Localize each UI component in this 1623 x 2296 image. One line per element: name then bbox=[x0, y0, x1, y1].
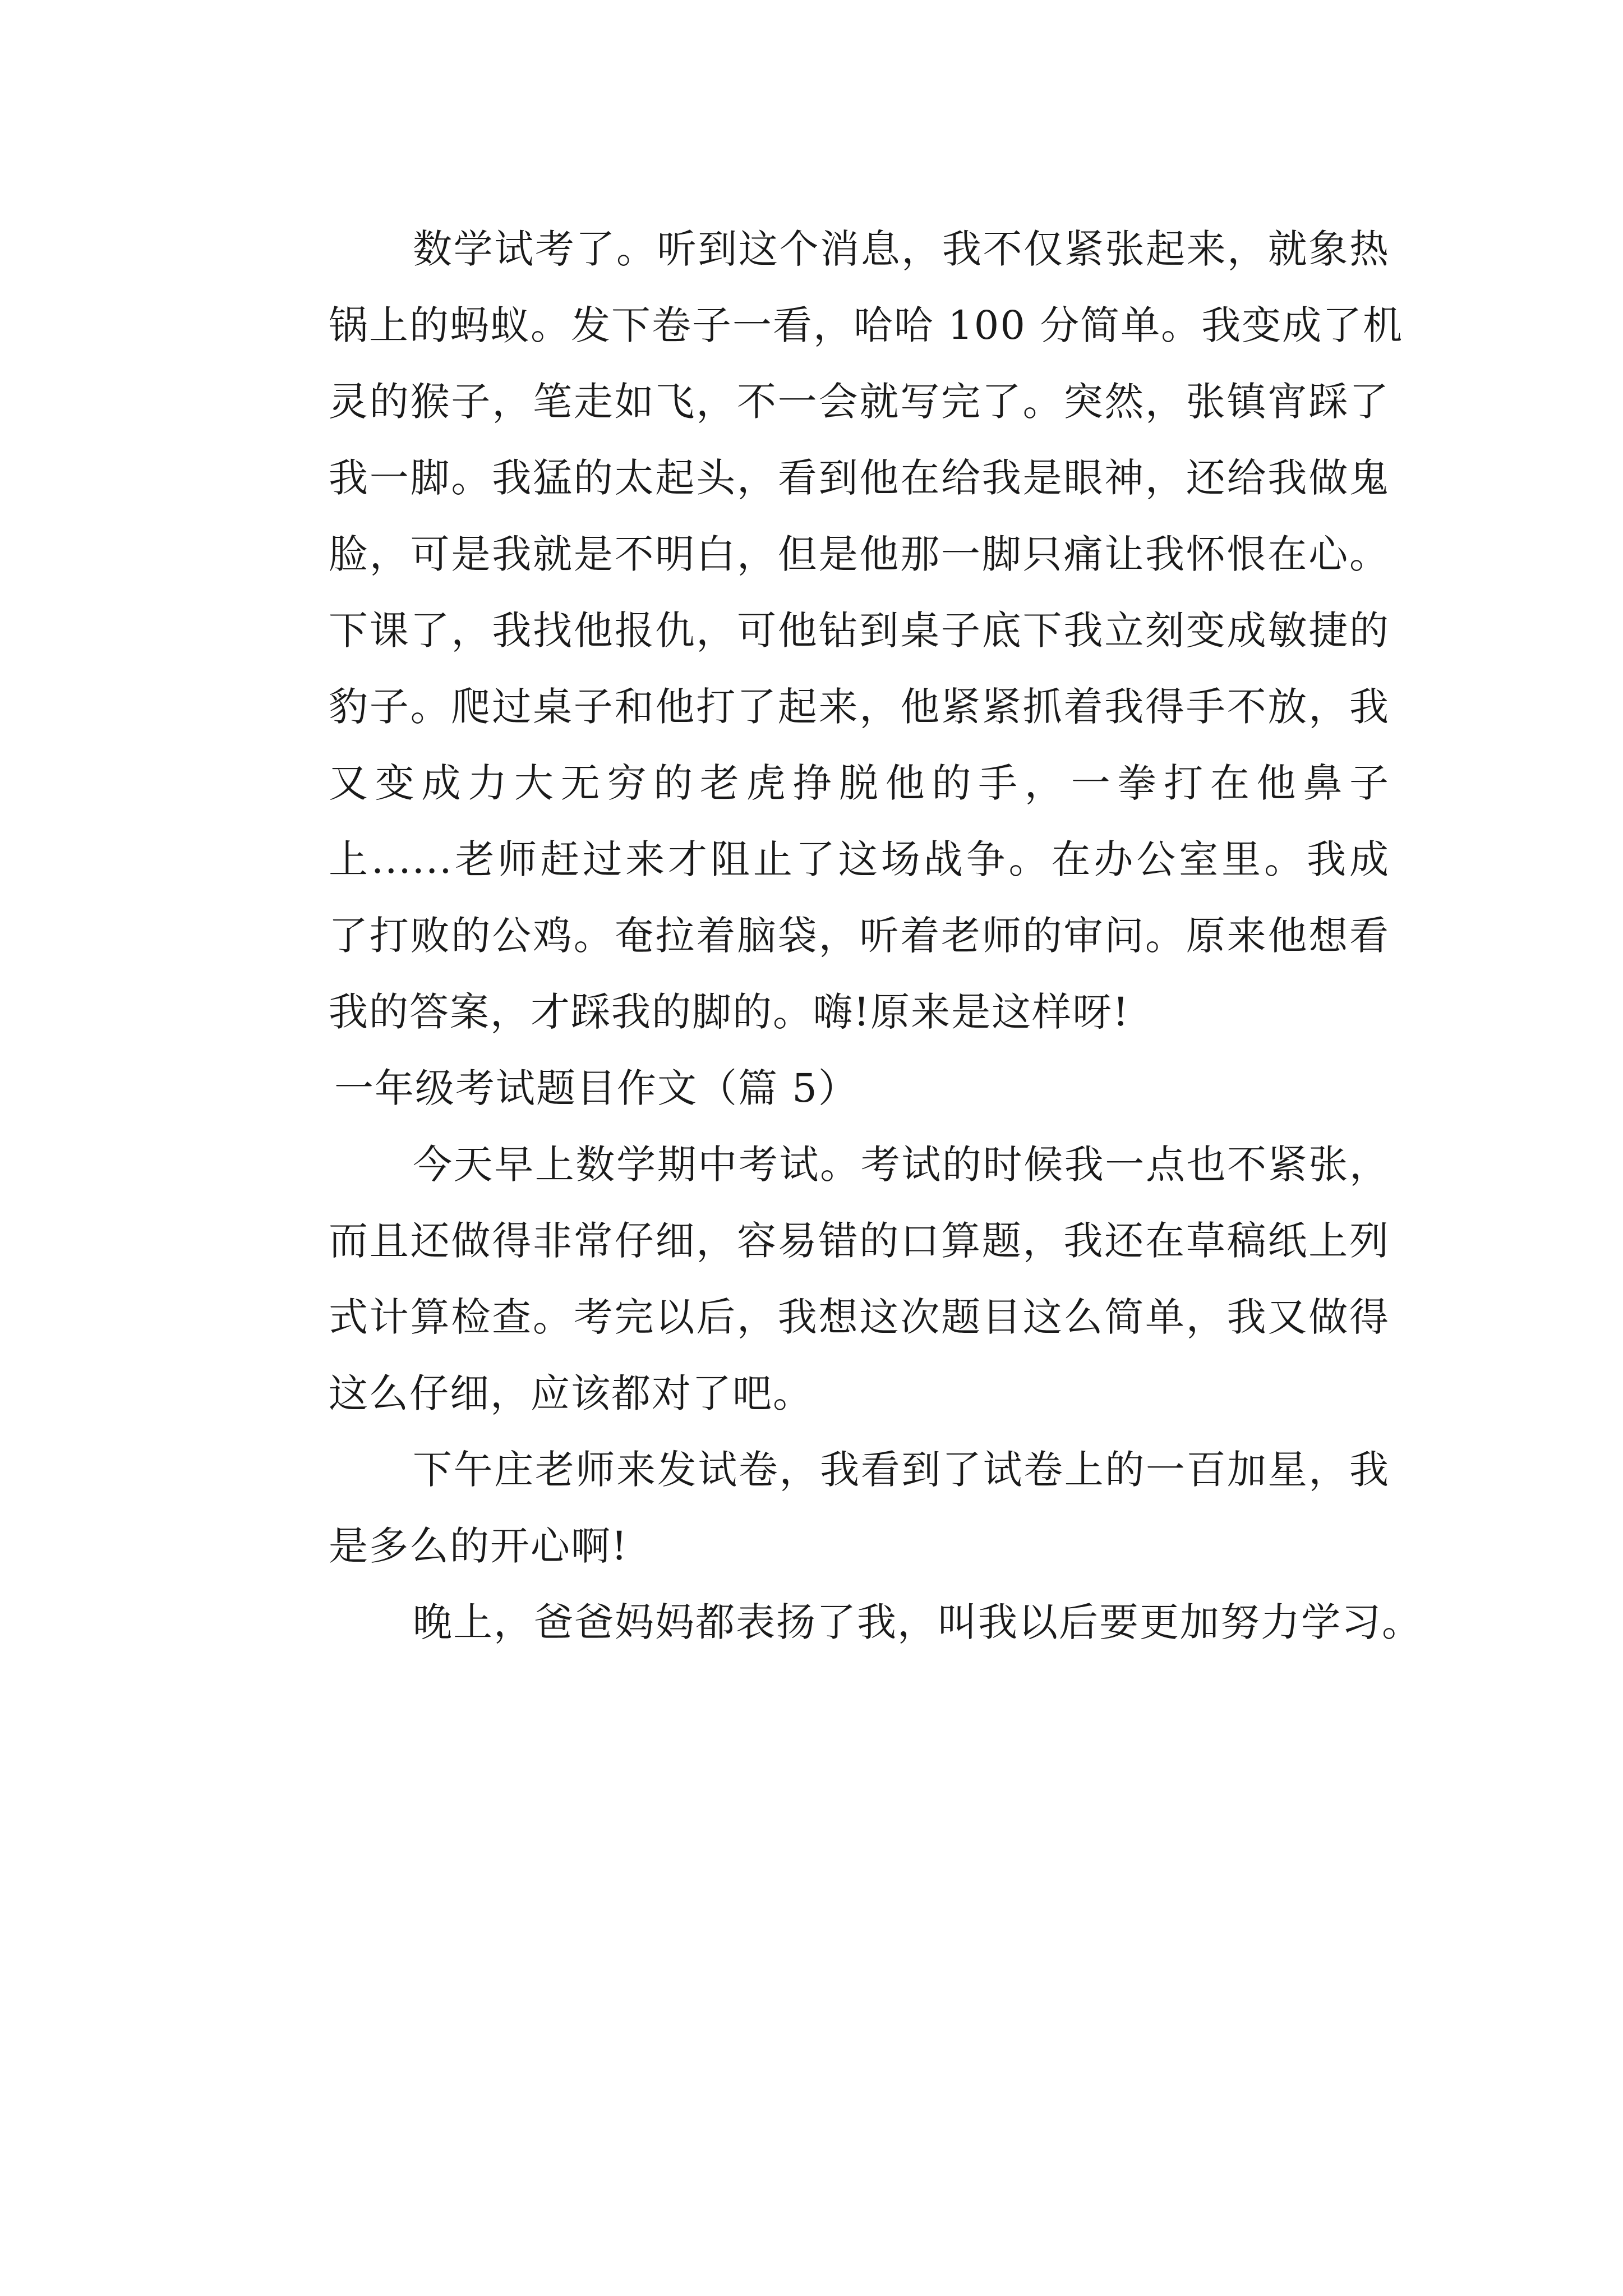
text-line: 这么仔细，应该都对了吧。 bbox=[329, 1370, 813, 1416]
text-line: 了打败的公鸡。奄拉着脑袋，听着老师的审问。原来他想看 bbox=[329, 913, 1390, 959]
text-line: 是多么的开心啊! bbox=[329, 1523, 629, 1569]
paragraph-1 bbox=[250, 211, 1404, 1050]
text-line: 式计算检查。考完以后，我想这次题目这么简单，我又做得 bbox=[329, 1294, 1390, 1340]
text-line: 下课了，我找他报仇，可他钻到桌子底下我立刻变成敏捷的 bbox=[329, 608, 1390, 654]
text-line: 豹子。爬过桌子和他打了起来，他紧紧抓着我得手不放，我 bbox=[329, 684, 1390, 730]
paragraph-2 bbox=[250, 1126, 1390, 1432]
text-line: 晚上，爸爸妈妈都表扬了我，叫我以后要更加努力学习。 bbox=[413, 1599, 1422, 1645]
text-line: 我一脚。我猛的太起头，看到他在给我是眼神，还给我做鬼 bbox=[329, 455, 1390, 501]
section-heading: 一年级考试题目作文（篇 5） bbox=[334, 1065, 859, 1111]
text-line: 灵的猴子，笔走如飞，不一会就写完了。突然，张镇宵踩了 bbox=[329, 379, 1390, 425]
text-line: 我的答案，才踩我的脚的。嗨!原来是这样呀! bbox=[329, 989, 1130, 1035]
text-line: 下午庄老师来发试卷，我看到了试卷上的一百加星，我 bbox=[413, 1447, 1390, 1493]
paragraph-4 bbox=[250, 1584, 1422, 1660]
text-line: 脸，可是我就是不明白，但是他那一脚只痛让我怀恨在心。 bbox=[329, 531, 1390, 577]
text-line: 今天早上数学期中考试。考试的时候我一点也不紧张， bbox=[413, 1142, 1390, 1188]
paragraph-3 bbox=[250, 1432, 1390, 1584]
text-line: 锅上的蚂蚁。发下卷子一看，哈哈 100 分简单。我变成了机 bbox=[329, 302, 1404, 348]
text-line: 又变成力大无穷的老虎挣脱他的手，一拳打在他鼻子 bbox=[329, 760, 1390, 806]
text-line: 数学试考了。听到这个消息，我不仅紧张起来，就象热 bbox=[413, 226, 1390, 272]
text-line: 上......老师赶过来才阻止了这场战争。在办公室里。我成 bbox=[329, 836, 1390, 882]
text-line: 而且还做得非常仔细，容易错的口算题，我还在草稿纸上列 bbox=[329, 1218, 1390, 1264]
document-body bbox=[250, 211, 1422, 1660]
